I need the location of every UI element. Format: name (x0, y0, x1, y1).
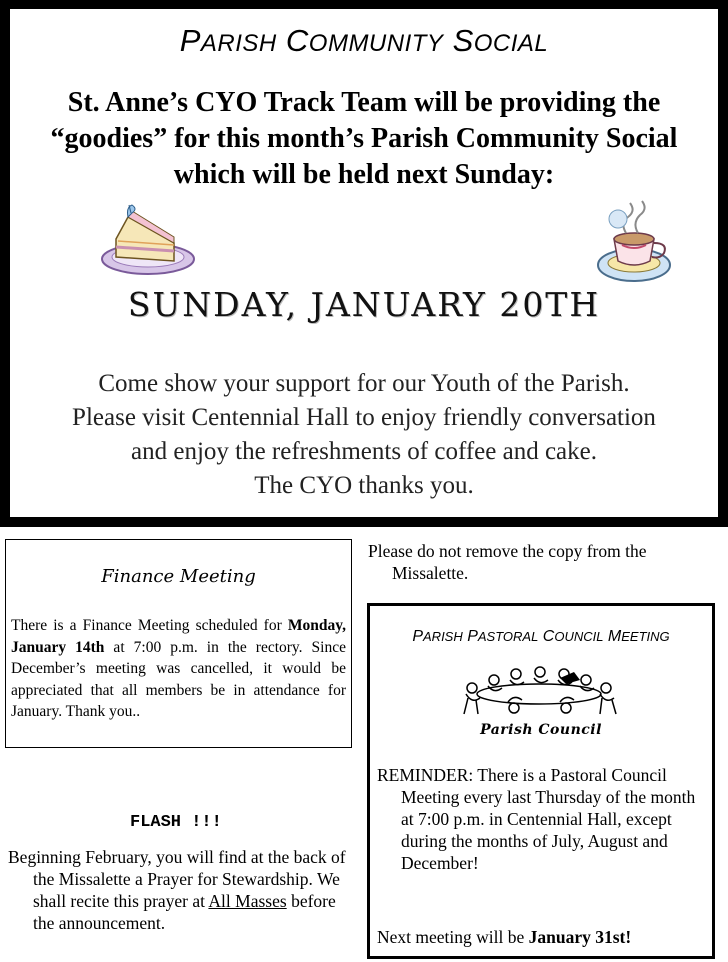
flash-body-post: before the announcement. (33, 891, 336, 933)
finance-date: Monday, January 14th (11, 617, 346, 656)
council-next-date: January 31st! (528, 927, 632, 947)
flash-title: FLASH !!! (130, 813, 222, 832)
social-headline: St. Anne’s CYO Track Team will be providing the “goodies” for this month’s Parish Community Social which will be held next Sunday: (50, 87, 678, 190)
flash-all-masses: All Masses (208, 891, 287, 911)
finance-body-pre: There is a Finance Meeting scheduled for (11, 617, 288, 634)
council-reminder: REMINDER: There is a Pastoral Council Meeting every last Thursday of the month at 7:00 p.m. in Centennial Hall, except during the months of July, August and December! (377, 765, 696, 873)
social-body-line: Please visit Centennial Hall to enjoy friendly conversation (72, 404, 656, 431)
small-caps-part: ASTORAL (477, 629, 539, 644)
small-caps-part: OCIAL (473, 30, 549, 57)
council-next-pre: Next meeting will be (377, 927, 529, 947)
finance-box (5, 539, 352, 748)
social-body (10, 367, 718, 503)
finance-body-post: at 7:00 p.m. in the rectory. Since December’s meeting was cancelled, it would be appreciated that all members be in attendance for January. Thank you.. (11, 638, 346, 720)
social-body-line: and enjoy the refreshments of coffee and cake. (131, 438, 597, 465)
small-caps-part: ARISH (423, 629, 463, 644)
small-caps-part: OUNCIL (554, 629, 604, 644)
finance-title: Finance Meeting (101, 566, 256, 587)
coffee-cup-icon (592, 197, 684, 287)
small-caps-part: EETING (621, 629, 670, 644)
small-caps-part: ARISH (200, 30, 277, 57)
social-title-text: PARISH COMMUNITY SOCIAL (179, 23, 549, 58)
flash-body-pre: Beginning February, you will find at the back of the Missalette a Prayer for Stewardship. We shall recite this prayer at (8, 847, 346, 911)
council-box (367, 603, 715, 959)
small-caps-part: OMMUNITY (308, 30, 444, 57)
finance-body (11, 615, 346, 723)
cake-slice-icon (98, 203, 198, 279)
social-box-inner (10, 9, 718, 517)
council-next-meeting (377, 926, 631, 948)
council-title (370, 628, 712, 646)
council-meeting-icon (454, 664, 624, 720)
social-body-line: The CYO thanks you. (254, 472, 474, 499)
social-body-line: Come show your support for our Youth of the Parish. (98, 370, 630, 397)
council-caption: Parish Council (480, 722, 602, 738)
missalette-notice: Please do not remove the copy from the Missalette. (368, 541, 647, 583)
council-title-text: PARISH PASTORAL COUNCIL MEETING (412, 628, 670, 645)
flash-body (8, 846, 358, 934)
social-date: SUNDAY, JANUARY 20TH (127, 285, 601, 324)
social-title (10, 23, 718, 59)
